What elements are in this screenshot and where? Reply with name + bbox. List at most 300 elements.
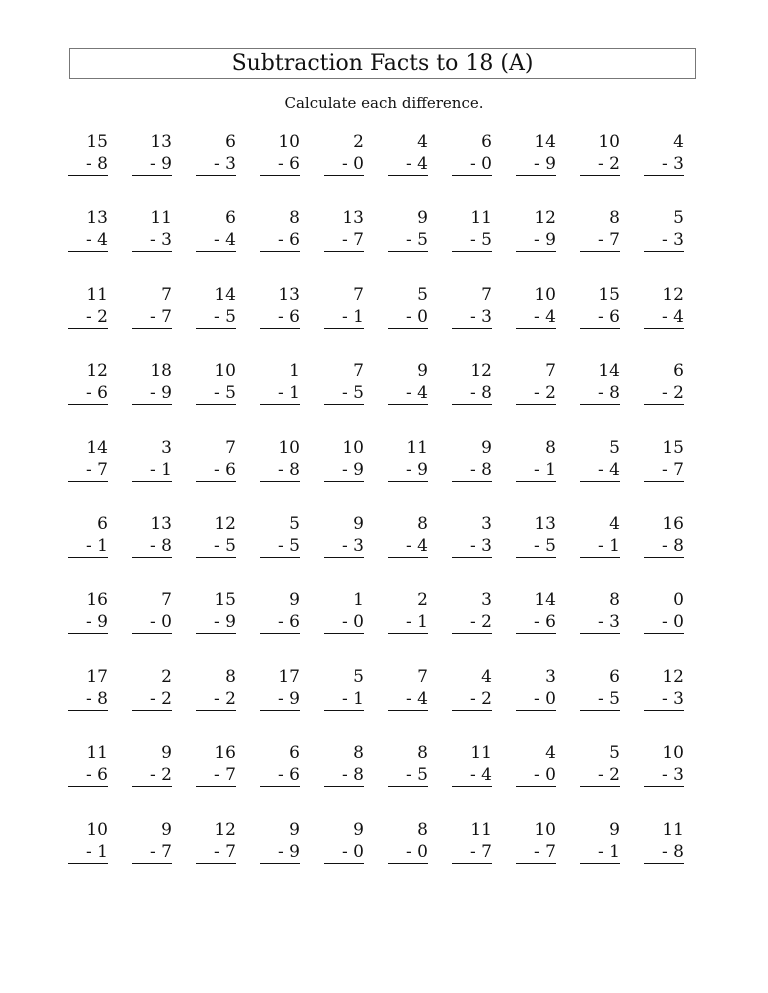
- subtrahend: - 2: [580, 764, 620, 787]
- minuend: 12: [662, 667, 684, 687]
- subtraction-problem: [260, 284, 300, 329]
- subtraction-problem: [516, 666, 556, 711]
- subtraction-problem: [388, 284, 428, 329]
- minuend: 11: [470, 820, 492, 840]
- subtraction-problem: [452, 666, 492, 711]
- minuend: 8: [289, 208, 300, 228]
- subtrahend: - 6: [516, 611, 556, 634]
- minuend: 2: [161, 667, 172, 687]
- minuend: 6: [97, 514, 108, 534]
- subtraction-problem: [260, 742, 300, 787]
- minuend: 7: [545, 361, 556, 381]
- minuend: 3: [481, 514, 492, 534]
- subtraction-problem: [644, 131, 684, 176]
- subtrahend: - 5: [452, 229, 492, 252]
- subtraction-problem: [452, 284, 492, 329]
- subtrahend: - 6: [260, 764, 300, 787]
- minuend: 10: [534, 285, 556, 305]
- subtrahend: - 4: [388, 688, 428, 711]
- subtrahend: - 5: [196, 382, 236, 405]
- minuend: 8: [609, 590, 620, 610]
- minuend: 13: [278, 285, 300, 305]
- subtraction-problem: [516, 513, 556, 558]
- subtraction-problem: [324, 360, 364, 405]
- minuend: 9: [481, 438, 492, 458]
- minuend: 11: [86, 743, 108, 763]
- subtrahend: - 2: [516, 382, 556, 405]
- minuend: 4: [481, 667, 492, 687]
- subtraction-problem: [196, 207, 236, 252]
- subtraction-problem: [644, 207, 684, 252]
- subtrahend: - 4: [452, 764, 492, 787]
- minuend: 9: [161, 743, 172, 763]
- subtrahend: - 6: [196, 459, 236, 482]
- subtraction-problem: [452, 207, 492, 252]
- subtraction-problem: [580, 131, 620, 176]
- minuend: 8: [417, 514, 428, 534]
- minuend: 1: [353, 590, 364, 610]
- minuend: 15: [598, 285, 620, 305]
- subtraction-problem: [388, 437, 428, 482]
- subtrahend: - 3: [452, 306, 492, 329]
- minuend: 5: [609, 743, 620, 763]
- subtraction-problem: [132, 589, 172, 634]
- subtrahend: - 3: [324, 535, 364, 558]
- subtrahend: - 3: [452, 535, 492, 558]
- minuend: 18: [150, 361, 172, 381]
- subtraction-problem: [644, 819, 684, 864]
- minuend: 1: [289, 361, 300, 381]
- subtrahend: - 5: [388, 229, 428, 252]
- minuend: 13: [342, 208, 364, 228]
- subtraction-problem: [644, 513, 684, 558]
- subtraction-problem: [388, 666, 428, 711]
- subtraction-problem: [580, 589, 620, 634]
- subtrahend: - 9: [260, 688, 300, 711]
- subtraction-problem: [132, 819, 172, 864]
- minuend: 12: [214, 820, 236, 840]
- subtraction-problem: [388, 360, 428, 405]
- subtraction-problem: [580, 742, 620, 787]
- minuend: 8: [353, 743, 364, 763]
- subtrahend: - 5: [260, 535, 300, 558]
- subtrahend: - 9: [516, 229, 556, 252]
- subtrahend: - 9: [196, 611, 236, 634]
- subtrahend: - 0: [516, 764, 556, 787]
- minuend: 12: [534, 208, 556, 228]
- subtrahend: - 1: [580, 841, 620, 864]
- minuend: 3: [545, 667, 556, 687]
- minuend: 11: [470, 208, 492, 228]
- subtrahend: - 1: [324, 306, 364, 329]
- subtraction-problem: [324, 131, 364, 176]
- subtraction-problem: [324, 284, 364, 329]
- subtraction-problem: [132, 207, 172, 252]
- subtrahend: - 5: [580, 688, 620, 711]
- minuend: 8: [417, 743, 428, 763]
- subtraction-problem: [196, 284, 236, 329]
- subtrahend: - 6: [580, 306, 620, 329]
- subtraction-problem: [260, 131, 300, 176]
- minuend: 11: [470, 743, 492, 763]
- subtrahend: - 0: [516, 688, 556, 711]
- subtraction-problem: [452, 742, 492, 787]
- subtrahend: - 4: [388, 382, 428, 405]
- subtrahend: - 3: [644, 153, 684, 176]
- minuend: 9: [417, 361, 428, 381]
- minuend: 10: [662, 743, 684, 763]
- minuend: 10: [534, 820, 556, 840]
- subtrahend: - 8: [644, 841, 684, 864]
- subtrahend: - 9: [260, 841, 300, 864]
- subtraction-problem: [68, 742, 108, 787]
- minuend: 7: [353, 361, 364, 381]
- subtraction-problem: [132, 360, 172, 405]
- subtraction-problem: [196, 131, 236, 176]
- subtraction-problem: [324, 819, 364, 864]
- minuend: 7: [481, 285, 492, 305]
- subtrahend: - 2: [68, 306, 108, 329]
- minuend: 15: [662, 438, 684, 458]
- minuend: 11: [662, 820, 684, 840]
- subtrahend: - 8: [260, 459, 300, 482]
- minuend: 12: [214, 514, 236, 534]
- minuend: 7: [161, 285, 172, 305]
- subtrahend: - 8: [324, 764, 364, 787]
- subtrahend: - 1: [260, 382, 300, 405]
- minuend: 10: [86, 820, 108, 840]
- subtraction-problem: [68, 437, 108, 482]
- subtrahend: - 7: [644, 459, 684, 482]
- subtraction-problem: [324, 589, 364, 634]
- subtrahend: - 6: [260, 229, 300, 252]
- subtrahend: - 5: [196, 306, 236, 329]
- subtrahend: - 2: [644, 382, 684, 405]
- subtraction-problem: [68, 207, 108, 252]
- subtrahend: - 8: [68, 153, 108, 176]
- subtraction-problem: [644, 666, 684, 711]
- subtrahend: - 8: [580, 382, 620, 405]
- minuend: 15: [214, 590, 236, 610]
- subtraction-problem: [196, 742, 236, 787]
- subtrahend: - 6: [68, 764, 108, 787]
- subtraction-problem: [260, 360, 300, 405]
- minuend: 9: [161, 820, 172, 840]
- subtraction-problem: [580, 437, 620, 482]
- minuend: 10: [278, 438, 300, 458]
- subtrahend: - 4: [196, 229, 236, 252]
- subtraction-problem: [260, 666, 300, 711]
- subtraction-problem: [132, 284, 172, 329]
- subtrahend: - 5: [324, 382, 364, 405]
- subtrahend: - 3: [644, 688, 684, 711]
- subtraction-problem: [260, 513, 300, 558]
- subtrahend: - 4: [644, 306, 684, 329]
- subtraction-problem: [196, 819, 236, 864]
- minuend: 5: [417, 285, 428, 305]
- subtrahend: - 1: [68, 841, 108, 864]
- minuend: 3: [161, 438, 172, 458]
- subtraction-problem: [68, 666, 108, 711]
- subtrahend: - 4: [388, 153, 428, 176]
- subtraction-problem: [260, 589, 300, 634]
- minuend: 17: [278, 667, 300, 687]
- minuend: 6: [289, 743, 300, 763]
- subtrahend: - 0: [644, 611, 684, 634]
- subtrahend: - 0: [324, 611, 364, 634]
- subtraction-problem: [324, 437, 364, 482]
- subtraction-problem: [196, 437, 236, 482]
- subtrahend: - 3: [644, 764, 684, 787]
- subtraction-problem: [132, 666, 172, 711]
- subtraction-problem: [452, 819, 492, 864]
- subtraction-problem: [516, 131, 556, 176]
- minuend: 16: [86, 590, 108, 610]
- subtraction-problem: [516, 360, 556, 405]
- subtraction-problem: [388, 513, 428, 558]
- minuend: 9: [353, 514, 364, 534]
- subtrahend: - 9: [324, 459, 364, 482]
- subtraction-problem: [580, 819, 620, 864]
- minuend: 14: [86, 438, 108, 458]
- subtrahend: - 3: [580, 611, 620, 634]
- subtrahend: - 2: [452, 611, 492, 634]
- subtraction-problem: [388, 207, 428, 252]
- subtrahend: - 0: [324, 153, 364, 176]
- subtrahend: - 1: [68, 535, 108, 558]
- minuend: 15: [86, 132, 108, 152]
- subtraction-problem: [516, 284, 556, 329]
- minuend: 16: [214, 743, 236, 763]
- subtrahend: - 5: [516, 535, 556, 558]
- subtraction-problem: [324, 207, 364, 252]
- subtrahend: - 9: [68, 611, 108, 634]
- worksheet-instructions: Calculate each difference.: [284, 94, 484, 112]
- minuend: 5: [673, 208, 684, 228]
- subtraction-problem: [516, 589, 556, 634]
- subtrahend: - 2: [196, 688, 236, 711]
- subtrahend: - 7: [324, 229, 364, 252]
- subtraction-problem: [324, 513, 364, 558]
- subtraction-problem: [132, 131, 172, 176]
- subtraction-problem: [196, 360, 236, 405]
- minuend: 3: [481, 590, 492, 610]
- subtraction-problem: [516, 207, 556, 252]
- subtrahend: - 1: [324, 688, 364, 711]
- subtrahend: - 3: [132, 229, 172, 252]
- subtrahend: - 1: [388, 611, 428, 634]
- subtraction-problem: [68, 131, 108, 176]
- subtrahend: - 8: [68, 688, 108, 711]
- subtraction-problem: [132, 742, 172, 787]
- subtrahend: - 7: [452, 841, 492, 864]
- subtraction-problem: [580, 666, 620, 711]
- minuend: 8: [545, 438, 556, 458]
- minuend: 4: [673, 132, 684, 152]
- minuend: 0: [673, 590, 684, 610]
- subtraction-problem: [580, 360, 620, 405]
- minuend: 6: [609, 667, 620, 687]
- subtraction-problem: [196, 589, 236, 634]
- minuend: 13: [86, 208, 108, 228]
- subtrahend: - 7: [132, 306, 172, 329]
- subtraction-problem: [644, 742, 684, 787]
- subtrahend: - 5: [388, 764, 428, 787]
- subtrahend: - 2: [580, 153, 620, 176]
- subtraction-problem: [580, 284, 620, 329]
- subtraction-problem: [580, 207, 620, 252]
- minuend: 10: [342, 438, 364, 458]
- subtrahend: - 0: [132, 611, 172, 634]
- subtraction-problem: [388, 589, 428, 634]
- subtrahend: - 6: [68, 382, 108, 405]
- subtraction-problem: [68, 284, 108, 329]
- subtrahend: - 5: [196, 535, 236, 558]
- minuend: 5: [289, 514, 300, 534]
- minuend: 14: [598, 361, 620, 381]
- subtraction-problem: [644, 284, 684, 329]
- minuend: 2: [417, 590, 428, 610]
- minuend: 14: [214, 285, 236, 305]
- minuend: 9: [289, 590, 300, 610]
- minuend: 10: [214, 361, 236, 381]
- subtrahend: - 4: [516, 306, 556, 329]
- subtrahend: - 0: [324, 841, 364, 864]
- subtrahend: - 7: [196, 764, 236, 787]
- minuend: 6: [673, 361, 684, 381]
- worksheet-title: [69, 48, 696, 79]
- subtrahend: - 3: [196, 153, 236, 176]
- minuend: 7: [225, 438, 236, 458]
- subtraction-problem: [452, 437, 492, 482]
- subtraction-problem: [644, 589, 684, 634]
- subtrahend: - 7: [68, 459, 108, 482]
- subtraction-problem: [388, 819, 428, 864]
- minuend: 11: [406, 438, 428, 458]
- subtrahend: - 2: [132, 764, 172, 787]
- subtrahend: - 0: [452, 153, 492, 176]
- subtraction-problem: [68, 360, 108, 405]
- subtrahend: - 7: [580, 229, 620, 252]
- subtrahend: - 9: [516, 153, 556, 176]
- subtraction-problem: [388, 742, 428, 787]
- worksheet-title-text: Subtraction Facts to 18 (A): [231, 51, 534, 76]
- subtraction-problem: [196, 666, 236, 711]
- minuend: 9: [609, 820, 620, 840]
- subtrahend: - 9: [388, 459, 428, 482]
- minuend: 16: [662, 514, 684, 534]
- minuend: 6: [225, 208, 236, 228]
- minuend: 4: [545, 743, 556, 763]
- subtrahend: - 2: [132, 688, 172, 711]
- minuend: 11: [150, 208, 172, 228]
- subtraction-problem: [68, 513, 108, 558]
- minuend: 6: [225, 132, 236, 152]
- minuend: 8: [225, 667, 236, 687]
- minuend: 8: [417, 820, 428, 840]
- subtrahend: - 7: [196, 841, 236, 864]
- subtraction-problem: [132, 513, 172, 558]
- subtrahend: - 6: [260, 611, 300, 634]
- subtraction-problem: [516, 819, 556, 864]
- subtrahend: - 1: [132, 459, 172, 482]
- subtraction-problem: [452, 360, 492, 405]
- minuend: 14: [534, 590, 556, 610]
- subtrahend: - 6: [260, 306, 300, 329]
- minuend: 6: [481, 132, 492, 152]
- minuend: 13: [150, 514, 172, 534]
- minuend: 11: [86, 285, 108, 305]
- minuend: 7: [417, 667, 428, 687]
- subtraction-problem: [68, 589, 108, 634]
- subtrahend: - 2: [452, 688, 492, 711]
- subtrahend: - 0: [388, 841, 428, 864]
- minuend: 17: [86, 667, 108, 687]
- subtrahend: - 8: [132, 535, 172, 558]
- subtraction-problem: [516, 742, 556, 787]
- minuend: 9: [353, 820, 364, 840]
- minuend: 5: [609, 438, 620, 458]
- minuend: 9: [289, 820, 300, 840]
- subtraction-problem: [580, 513, 620, 558]
- subtraction-problem: [644, 360, 684, 405]
- subtrahend: - 7: [132, 841, 172, 864]
- subtrahend: - 4: [580, 459, 620, 482]
- subtrahend: - 8: [644, 535, 684, 558]
- subtraction-problem: [452, 131, 492, 176]
- minuend: 5: [353, 667, 364, 687]
- subtrahend: - 0: [388, 306, 428, 329]
- subtrahend: - 7: [516, 841, 556, 864]
- subtrahend: - 9: [132, 382, 172, 405]
- minuend: 10: [278, 132, 300, 152]
- minuend: 12: [662, 285, 684, 305]
- subtrahend: - 4: [68, 229, 108, 252]
- subtraction-problem: [452, 589, 492, 634]
- subtraction-problem: [260, 819, 300, 864]
- subtraction-problem: [324, 666, 364, 711]
- subtraction-problem: [644, 437, 684, 482]
- subtraction-problem: [132, 437, 172, 482]
- subtraction-problem: [68, 819, 108, 864]
- subtraction-problem: [388, 131, 428, 176]
- subtraction-problem: [324, 742, 364, 787]
- minuend: 14: [534, 132, 556, 152]
- subtrahend: - 9: [132, 153, 172, 176]
- minuend: 13: [150, 132, 172, 152]
- minuend: 7: [353, 285, 364, 305]
- subtraction-problem: [196, 513, 236, 558]
- minuend: 12: [86, 361, 108, 381]
- subtrahend: - 3: [644, 229, 684, 252]
- subtrahend: - 6: [260, 153, 300, 176]
- minuend: 13: [534, 514, 556, 534]
- minuend: 12: [470, 361, 492, 381]
- minuend: 2: [353, 132, 364, 152]
- subtrahend: - 8: [452, 459, 492, 482]
- minuend: 8: [609, 208, 620, 228]
- subtrahend: - 4: [388, 535, 428, 558]
- minuend: 4: [417, 132, 428, 152]
- subtraction-problem: [452, 513, 492, 558]
- subtraction-problem: [260, 437, 300, 482]
- subtrahend: - 8: [452, 382, 492, 405]
- minuend: 7: [161, 590, 172, 610]
- minuend: 4: [609, 514, 620, 534]
- subtrahend: - 1: [516, 459, 556, 482]
- subtrahend: - 1: [580, 535, 620, 558]
- subtraction-problem: [260, 207, 300, 252]
